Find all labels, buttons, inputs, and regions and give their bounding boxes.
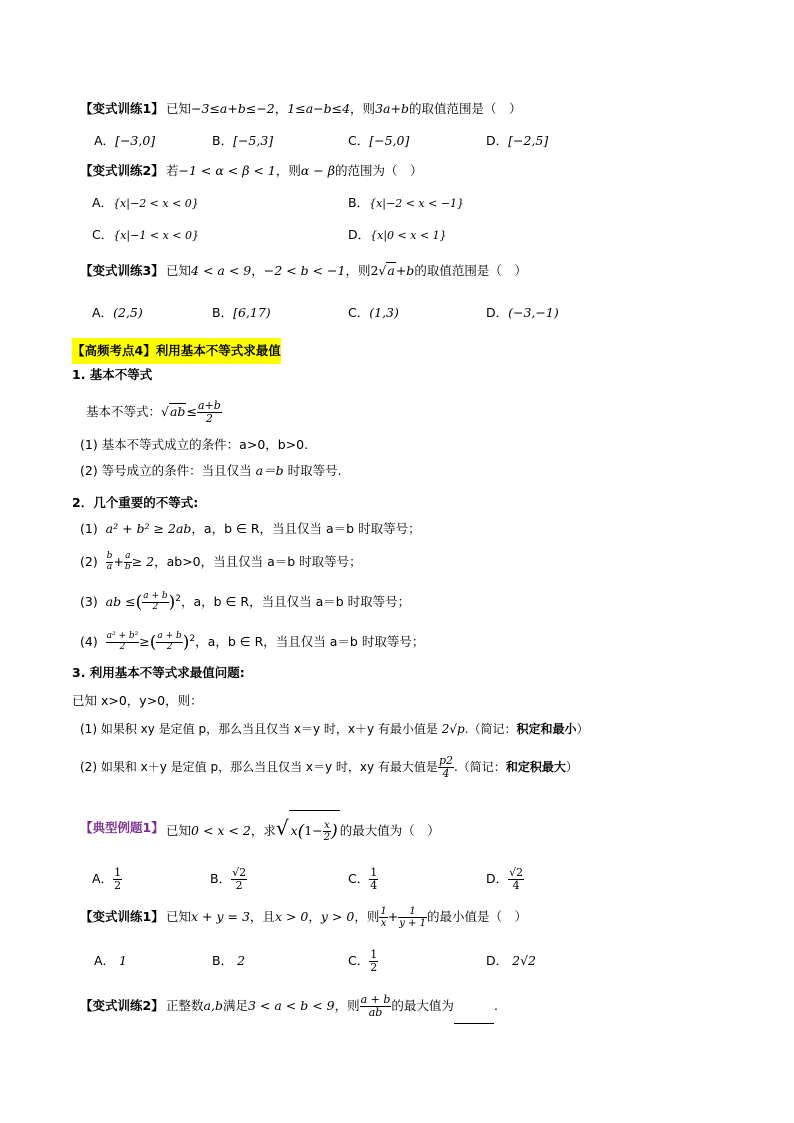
problem-2-stem: 【变式训练2】 若−1 < α < β < 1，则α − β的范围为（ ） [0, 158, 794, 184]
option-d: D． 2√2 [486, 953, 536, 968]
option-b: B． 2 [212, 953, 246, 968]
answer-blank[interactable] [454, 1009, 494, 1024]
option-b: B． $\frac{√2}{2}$ [210, 865, 247, 892]
option-c: C． $\frac{1}{2}$ [348, 947, 378, 974]
subsection-title: 1. 基本不等式 [72, 367, 153, 382]
variant-2-stem: 【变式训练2】 正整数a,b满足3 < a < b < 9，则 $\frac{a + b}{ab}$ 的最大值为 . [0, 988, 794, 1024]
problem-label: 【典型例题1】 [80, 820, 164, 835]
problem-2-options-row2 [0, 222, 794, 248]
example-1-stem: 【典型例题1】 已知0 < x < 2，求√ x(1− $\frac{x}{2}$ ) 的最大值为（ ） [0, 810, 794, 846]
problem-label: 【变式训练2】 [80, 998, 164, 1013]
variant-1-options [0, 944, 794, 978]
option-d: D．[−2,5] [486, 133, 549, 148]
subsection-title: 2．几个重要的不等式: [72, 495, 199, 510]
problem-3-stem: 【变式训练3】 已知4 < a < 9，−2 < b < −1，则2√a+b的取值范围是（ ） [0, 258, 794, 284]
option-a: A．{x|−2 < x < 0} [92, 195, 199, 210]
problem-label: 【变式训练1】 [80, 909, 164, 924]
option-b: B．{x|−2 < x < −1} [348, 195, 465, 210]
problem-3-options [0, 300, 794, 326]
section-heading: 【高频考点4】利用基本不等式求最值 [0, 338, 794, 364]
problem-label: 【变式训练1】 [80, 101, 164, 116]
option-a: A．(2,5) [92, 305, 143, 320]
option-b: B．[6,17) [212, 305, 271, 320]
example-1-options [0, 862, 794, 896]
option-c: C．[−5,0] [348, 133, 410, 148]
problem-1-options [0, 128, 794, 154]
problem-label: 【变式训练2】 [80, 163, 164, 178]
problem-2-options-row1 [0, 190, 794, 216]
problem-label: 【变式训练3】 [80, 263, 164, 278]
subsection-title: 3. 利用基本不等式求最值问题: [72, 665, 245, 680]
option-d: D． $\frac{√2}{4}$ [486, 865, 524, 892]
option-c: C．(1,3) [348, 305, 399, 320]
option-d: D．(−3,−1) [486, 305, 559, 320]
option-c: C．{x|−1 < x < 0} [92, 227, 199, 242]
variant-1-stem: 【变式训练1】 已知x + y = 3，且x > 0，y > 0，则 $\frac{1}{x}$ + $\frac{1}{y + 1}$ 的最小值是（ ） [0, 900, 794, 934]
option-a: A．[−3,0] [94, 133, 156, 148]
option-a: A． $\frac{1}{2}$ [92, 865, 122, 892]
option-a: A． 1 [94, 953, 127, 968]
option-c: C． $\frac{1}{4}$ [348, 865, 378, 892]
problem-1-stem: 【变式训练1】 已知−3≤a+b≤−2，1≤a−b≤4，则3a+b的取值范围是（ ） [0, 96, 794, 122]
option-b: B．[−5,3] [212, 133, 274, 148]
option-d: D．{x|0 < x < 1} [348, 227, 447, 242]
basic-inequality: 基本不等式：√ab≤ $\frac{a+b}{2}$ [86, 398, 221, 425]
